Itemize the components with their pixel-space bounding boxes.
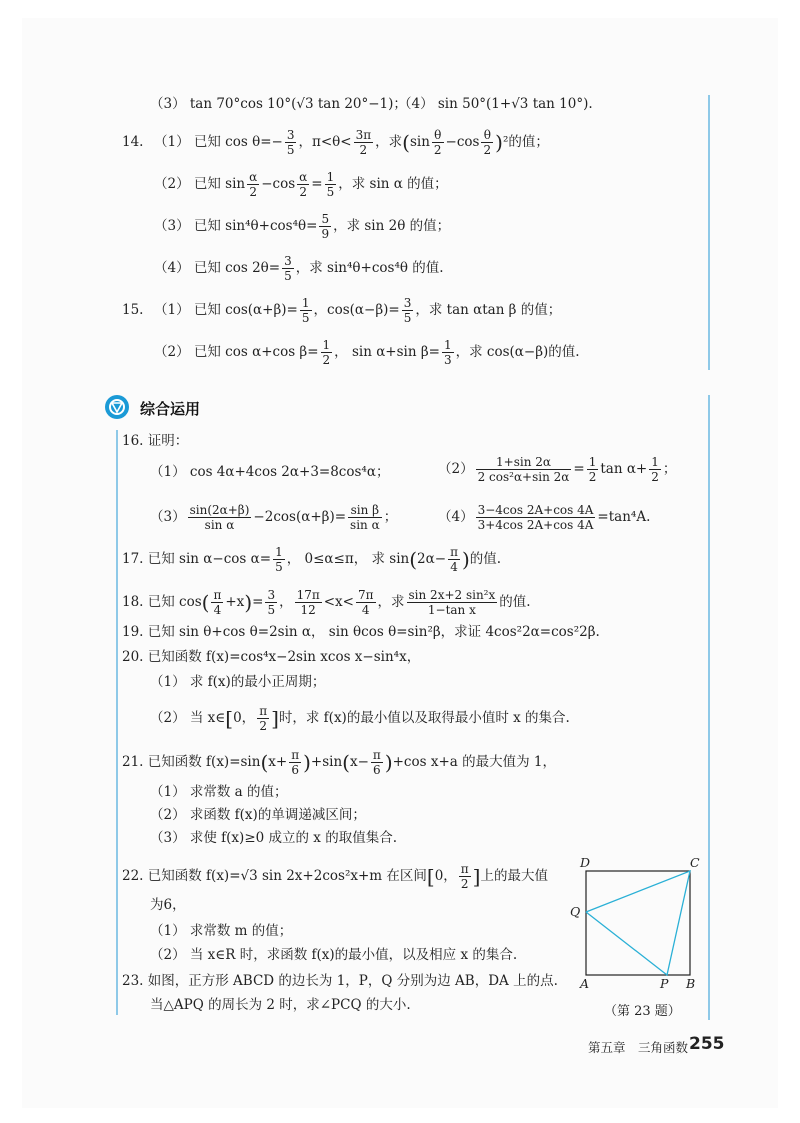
exercise-21: 21. 已知函数 f(x)=sin(x+ $\frac{\pi}{6}$ )+sin(x− $\frac{\pi}{6}$ )+cos x+a 的最大值为 1，	[122, 748, 556, 777]
label-a: A	[580, 976, 590, 991]
square-figure	[576, 860, 702, 986]
label-c: C	[690, 855, 700, 870]
top-right-rule	[708, 95, 710, 370]
exercise-16-3: （3） $\frac{\sin(2\alpha+\beta)}{\text{sin α}}$ −2cos(α+β)= $\frac{\text{sin β}}{\text{sin α}}$ ；	[150, 503, 398, 532]
exercise-21-2: （2） 求函数 f(x)的单调递减区间；	[150, 807, 366, 823]
page-number: 255	[689, 1034, 725, 1054]
exercise-21-1: （1） 求常数 a 的值；	[150, 784, 288, 800]
triangle-pcq	[586, 871, 690, 975]
exercise-23-cont: 当△APQ 的周长为 2 时，求∠PCQ 的大小.	[150, 997, 411, 1013]
exercise-20-1: （1） 求 f(x)的最小正周期；	[150, 674, 326, 690]
exercise-13-4: （4） sin 50°(1+√3 tan 10°).	[398, 96, 593, 112]
exercise-22: 22. 已知函数 f(x)=√3 sin 2x+2cos²x+m 在区间[0， $\frac{\pi}{2}$ ]上的最大值	[122, 862, 548, 891]
label-b: B	[686, 976, 696, 991]
exercise-13-3: （3） tan 70°cos 10°(√3 tan 20°−1)；	[150, 96, 407, 112]
exercise-22-cont: 为6，	[150, 897, 186, 913]
exercise-14-1: 14. （1） 已知 cos θ=− $\frac{3}{5}$ ，π<θ< $\frac{3\pi}{2}$ ，求(sin $\frac{\theta}{2}$ −cos $\frac{\theta}{2}$ )²的值；	[122, 128, 549, 157]
exercise-21-3: （3） 求使 f(x)≥0 成立的 x 的取值集合.	[150, 830, 397, 846]
exercise-14-3: （3） 已知 sin⁴θ+cos⁴θ= $\frac{5}{9}$ ，求 sin 2θ 的值；	[154, 212, 451, 241]
bottom-right-rule	[708, 395, 710, 1020]
exercise-20: 20. 已知函数 f(x)=cos⁴x−2sin xcos x−sin⁴x，	[122, 649, 421, 665]
exercise-14-4: （4） 已知 cos 2θ= $\frac{3}{5}$ ，求 sin⁴θ+cos⁴θ 的值.	[154, 254, 444, 283]
exercise-16-1: （1） cos 4α+4cos 2α+3=8cos⁴α；	[150, 464, 390, 480]
chapter-footer: 第五章 三角函数	[588, 1040, 689, 1055]
label-q: Q	[570, 904, 581, 919]
exercise-15-1: 15. （1） 已知 cos(α+β)= $\frac{1}{5}$ ，cos(α−β)= $\frac{3}{5}$ ，求 tan αtan β 的值；	[122, 296, 562, 325]
exercise-22-2: （2） 当 x∈R 时，求函数 f(x)的最小值，以及相应 x 的集合.	[150, 947, 518, 963]
label-p: P	[660, 976, 669, 991]
exercise-14-2: （2） 已知 sin $\frac{\alpha}{2}$ −cos $\frac{\alpha}{2}$ = $\frac{1}{5}$ ，求 sin α 的值；	[154, 170, 448, 199]
square-abcd	[586, 871, 690, 975]
exercise-20-2: （2） 当 x∈[0， $\frac{\pi}{2}$ ]时，求 f(x)的最小值以及取得最小值时 x 的集合.	[150, 704, 570, 733]
section-badge-icon	[104, 394, 130, 420]
section-title: 综合运用	[140, 400, 201, 418]
label-d: D	[580, 855, 591, 870]
exercise-18: 18. 已知 cos( $\frac{\pi}{4}$ +x)= $\frac{3}{5}$ ， $\frac{17\pi}{12}$ <x< $\frac{7\pi}{4}$ ，求 $\frac{\text{sin 2x+2 sin²x}}{\text{1−tan x}}$ 的值.	[122, 588, 531, 617]
exercise-16-2: （2） $\frac{1+\sin 2\alpha}{\text{2 cos²α+sin 2α}}$ = $\frac{1}{2}$ tan α+ $\frac{1}{2}$ ；	[438, 455, 677, 484]
figure-caption: （第 23 题）	[604, 1004, 681, 1019]
exercise-16: 16. 证明：	[122, 433, 189, 449]
exercise-19: 19. 已知 sin θ+cos θ=2sin α， sin θcos θ=sin²β，求证 4cos²2α=cos²2β.	[122, 624, 600, 640]
exercise-23: 23. 如图，正方形 ABCD 的边长为 1，P，Q 分别为边 AB，DA 上的点.	[122, 973, 558, 989]
exercise-17: 17. 已知 sin α−cos α= $\frac{1}{5}$ ， 0≤α≤π， 求 sin(2α− $\frac{\pi}{4}$ )的值.	[122, 545, 502, 574]
exercise-15-2: （2） 已知 cos α+cos β= $\frac{1}{2}$ ， sin α+sin β= $\frac{1}{3}$ ，求 cos(α−β)的值.	[154, 338, 580, 367]
left-rule	[116, 430, 118, 1015]
exercise-16-4: （4） $\frac{3-4\cos 2A+\cos 4A}{3+4\cos 2A+\cos 4A}$ =tan⁴A.	[438, 503, 651, 532]
exercise-22-1: （1） 求常数 m 的值；	[150, 923, 293, 939]
